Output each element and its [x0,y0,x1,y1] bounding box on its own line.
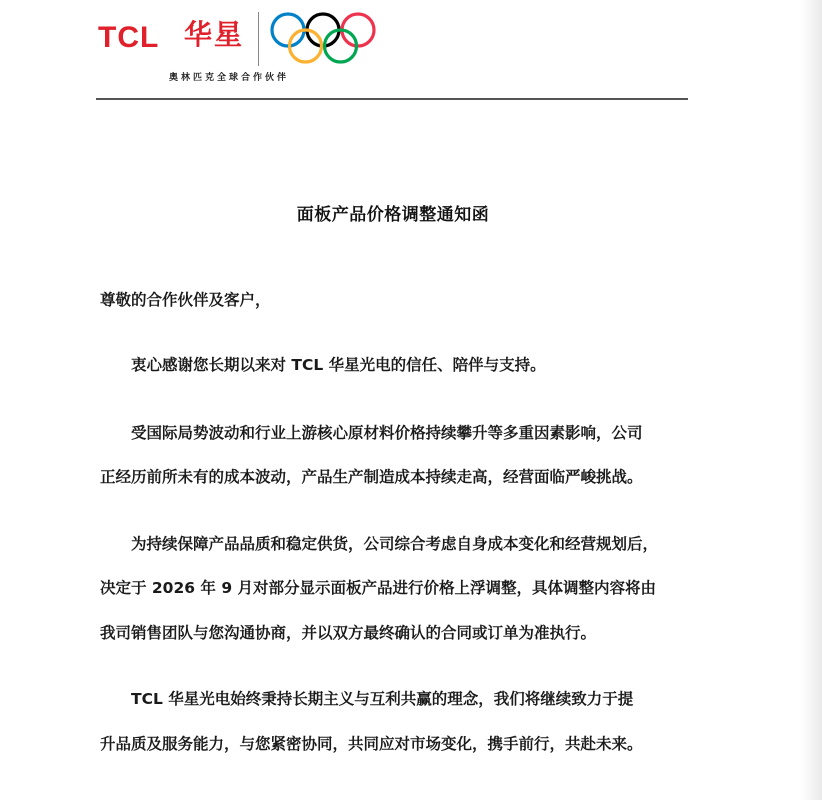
paragraph-2-line-1: 受国际局势波动和行业上游核心原材料价格持续攀升等多重因素影响，公司 [131,424,643,442]
olympic-partner-text: 奥林匹克全球合作伙伴 [169,73,290,83]
paragraph-1-line-1: 衷心感谢您长期以来对 TCL 华星光电的信任、陪伴与支持。 [131,356,546,374]
salutation: 尊敬的合作伙伴及客户， [100,291,271,309]
header-rule [96,98,688,100]
paragraph-3-line-3: 我司销售团队与您沟通协商，并以双方最终确认的合同或订单为准执行。 [100,624,597,642]
tcl-logo-text: TCL [98,21,160,54]
huaxing-logo-text: 华星 [184,18,245,51]
olympic-rings-icon [268,10,378,65]
logo-divider [258,12,259,66]
notice-title: 面板产品价格调整通知函 [296,205,490,225]
paragraph-3-line-1: 为持续保障产品品质和稳定供货，公司综合考虑自身成本变化和经营规划后， [131,535,659,553]
paragraph-4-line-1: TCL 华星光电始终秉持长期主义与互利共赢的理念，我们将继续致力于提 [131,690,634,708]
paragraph-2-line-2: 正经历前所未有的成本波动，产品生产制造成本持续走高，经营面临严峻挑战。 [100,468,643,486]
page-edge-shadow [800,0,822,800]
paragraph-3-line-2: 决定于 2026 年 9 月对部分显示面板产品进行价格上浮调整，具体调整内容将由 [100,579,657,597]
paragraph-4-line-2: 升品质及服务能力，与您紧密协同，共同应对市场变化，携手前行，共赴未来。 [100,735,643,753]
letterhead [98,10,688,100]
